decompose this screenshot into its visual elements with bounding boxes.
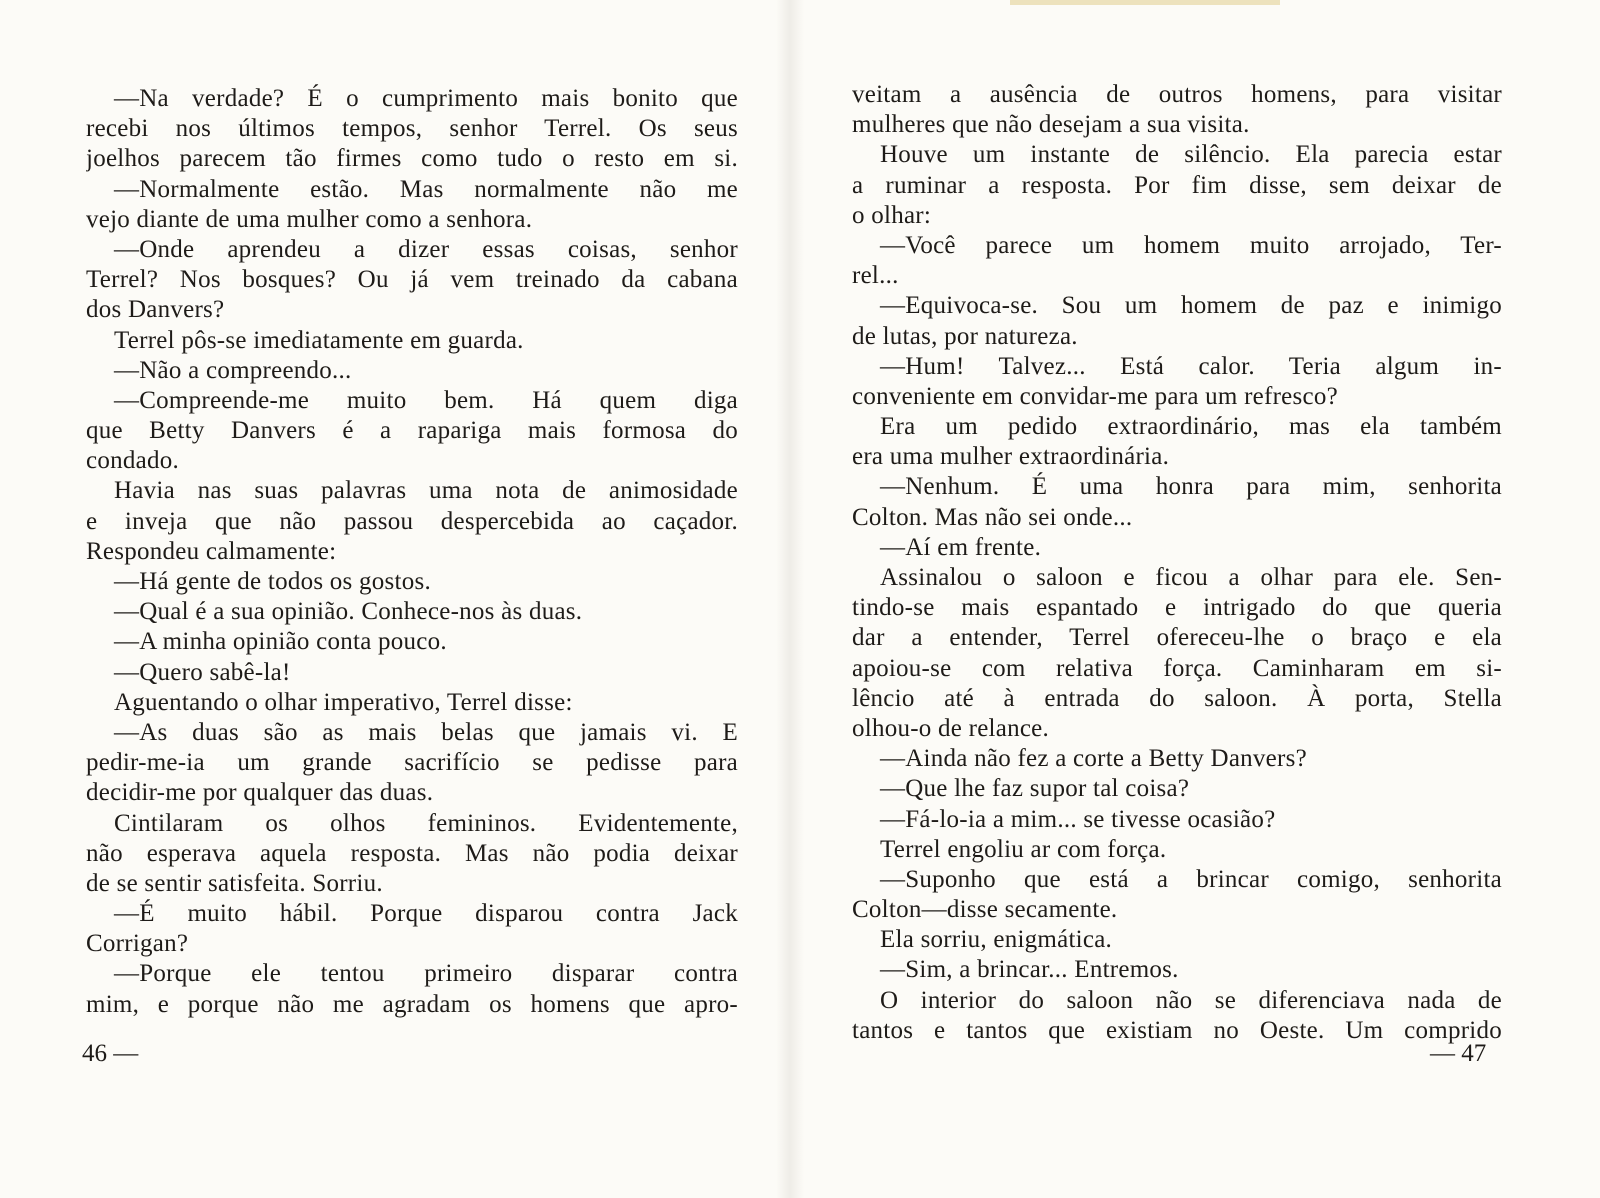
text-line: não esperava aquela resposta. Mas não podia deixar bbox=[86, 839, 738, 867]
page-body bbox=[86, 84, 738, 1020]
text-line: Corrigan? bbox=[86, 930, 189, 958]
text-line: —Há gente de todos os gostos. bbox=[114, 568, 431, 595]
text-line: vejo diante de uma mulher como a senhora. bbox=[86, 205, 533, 233]
text-line: a ruminar a resposta. Por fim disse, sem deixar de bbox=[852, 171, 1502, 199]
text-line: recebi nos últimos tempos, senhor Terrel. Os seus bbox=[86, 115, 738, 143]
page-number: — 47 bbox=[1430, 1040, 1487, 1067]
text-line: —As duas são as mais belas que jamais vi. E bbox=[114, 718, 738, 746]
text-line: Era um pedido extraordinário, mas ela também bbox=[880, 413, 1502, 441]
text-line: —Equivoca-se. Sou um homem de paz e inimigo bbox=[880, 292, 1502, 320]
text-line: que Betty Danvers é a rapariga mais formosa do bbox=[86, 417, 738, 445]
text-line: Colton. Mas não sei onde... bbox=[852, 503, 1133, 531]
text-line: Terrel pôs-se imediatamente em guarda. bbox=[114, 326, 524, 354]
text-line: Cintilaram os olhos femininos. Evidentemente, bbox=[114, 809, 738, 837]
text-line: condado. bbox=[86, 447, 179, 475]
text-line: —Normalmente estão. Mas normalmente não me bbox=[114, 175, 738, 203]
text-line: Houve um instante de silêncio. Ela parecia estar bbox=[880, 141, 1502, 169]
text-line: O interior do saloon não se diferenciava nada de bbox=[880, 986, 1502, 1014]
text-line: mim, e porque não me agradam os homens que apro- bbox=[86, 990, 738, 1018]
text-line: Aguentando o olhar imperativo, Terrel disse: bbox=[114, 688, 573, 716]
page-left bbox=[0, 0, 790, 1198]
text-line: Respondeu calmamente: bbox=[86, 537, 337, 565]
text-line: —Não a compreendo... bbox=[114, 356, 352, 384]
text-line: —Que lhe faz supor tal coisa? bbox=[880, 775, 1190, 803]
text-line: o olhar: bbox=[852, 201, 932, 229]
text-line: —Onde aprendeu a dizer essas coisas, senhor bbox=[114, 235, 738, 263]
text-line: joelhos parecem tão firmes como tudo o resto em si. bbox=[86, 145, 738, 173]
text-line: —Qual é a sua opinião. Conhece-nos às duas. bbox=[114, 598, 583, 626]
text-line: —Fá-lo-ia a mim... se tivesse ocasião? bbox=[880, 805, 1276, 833]
text-line: —A minha opinião conta pouco. bbox=[114, 628, 447, 656]
text-line: rel... bbox=[852, 262, 899, 290]
text-line: de se sentir satisfeita. Sorriu. bbox=[86, 869, 383, 897]
text-line: e inveja que não passou despercebida ao caçador. bbox=[86, 507, 738, 535]
text-line: Ela sorriu, enigmática. bbox=[880, 926, 1113, 954]
text-line: —Ainda não fez a corte a Betty Danvers? bbox=[880, 745, 1307, 773]
text-line: —É muito hábil. Porque disparou contra Jack bbox=[114, 900, 738, 928]
text-line: —Hum! Talvez... Está calor. Teria algum in- bbox=[880, 352, 1502, 380]
text-line: Havia nas suas palavras uma nota de animosidade bbox=[114, 477, 738, 505]
text-line: —Nenhum. É uma honra para mim, senhorita bbox=[880, 473, 1502, 501]
text-line: apoiou-se com relativa força. Caminharam em si- bbox=[852, 654, 1502, 682]
text-line: decidir-me por qualquer das duas. bbox=[86, 779, 434, 807]
text-line: tindo-se mais espantado e intrigado do que queria bbox=[852, 594, 1502, 622]
text-line: Colton—disse secamente. bbox=[852, 896, 1118, 924]
text-line: —Suponho que está a brincar comigo, senhorita bbox=[880, 865, 1502, 893]
text-line: —Na verdade? É o cumprimento mais bonito que bbox=[114, 85, 738, 112]
text-line: de lutas, por natureza. bbox=[852, 322, 1078, 350]
text-line: veitam a ausência de outros homens, para visitar bbox=[852, 81, 1502, 108]
text-line: —Quero sabê-la! bbox=[114, 658, 291, 686]
page-body bbox=[852, 80, 1502, 1046]
text-line: olhou-o de relance. bbox=[852, 714, 1050, 742]
text-line: pedir-me-ia um grande sacrifício se pedisse para bbox=[86, 749, 738, 777]
text-line: mulheres que não desejam a sua visita. bbox=[852, 111, 1250, 139]
text-line: Assinalou o saloon e ficou a olhar para ele. Sen- bbox=[880, 564, 1502, 591]
text-line: conveniente em convidar-me para um refresco? bbox=[852, 382, 1338, 410]
page-right bbox=[790, 0, 1600, 1198]
text-line: tantos e tantos que existiam no Oeste. Um comprido bbox=[852, 1016, 1502, 1044]
text-line: dos Danvers? bbox=[86, 296, 225, 324]
text-line: —Sim, a brincar... Entremos. bbox=[880, 956, 1179, 984]
text-line: Terrel? Nos bosques? Ou já vem treinado da cabana bbox=[86, 266, 738, 294]
text-line: dar a entender, Terrel ofereceu-lhe o braço e ela bbox=[852, 624, 1502, 652]
text-line: Terrel engoliu ar com força. bbox=[880, 835, 1167, 863]
text-line: —Compreende-me muito bem. Há quem diga bbox=[114, 386, 738, 414]
page-number: 46 — bbox=[82, 1040, 139, 1067]
text-line: lêncio até à entrada do saloon. À porta, Stella bbox=[852, 684, 1502, 712]
text-line: —Aí em frente. bbox=[880, 533, 1042, 561]
text-line: —Você parece um homem muito arrojado, Ter- bbox=[880, 231, 1502, 259]
text-line: —Porque ele tentou primeiro disparar contra bbox=[114, 960, 738, 988]
text-line: era uma mulher extraordinária. bbox=[852, 443, 1170, 471]
